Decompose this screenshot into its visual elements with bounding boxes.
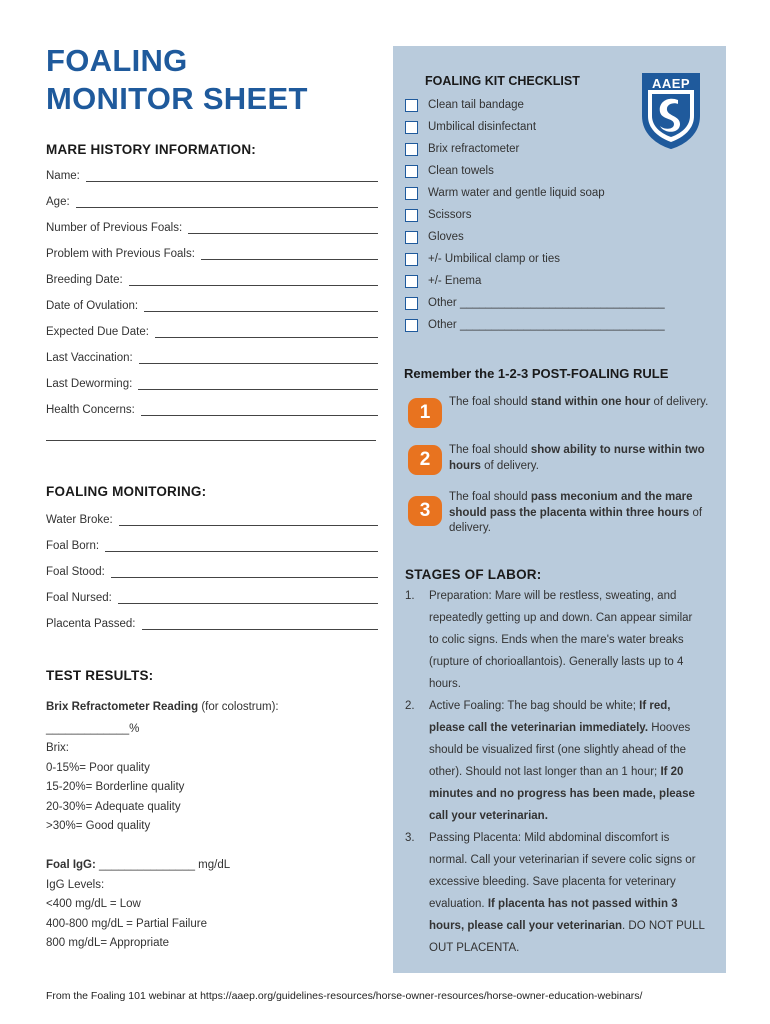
checklist-label: Other ________________________________ [428, 319, 665, 331]
checklist-item[interactable] [405, 314, 665, 336]
ovulation-date-field[interactable] [46, 296, 378, 312]
checklist-item[interactable] [405, 270, 665, 292]
checklist-label: Warm water and gentle liquid soap [428, 187, 605, 199]
checklist-label: Scissors [428, 209, 472, 221]
tests-heading: TEST RESULTS: [46, 668, 154, 683]
rule-text-3: The foal should pass meconium and the mare should pass the placenta within three hours of delivery. [449, 491, 703, 534]
brix-level: >30%= Good quality [46, 820, 151, 832]
checklist-label: Other ________________________________ [428, 297, 665, 309]
stages-heading: STAGES OF LABOR: [405, 567, 542, 582]
field-label: Age: [46, 196, 70, 208]
checklist-item[interactable] [405, 116, 665, 138]
vaccination-field[interactable] [46, 348, 378, 364]
checklist-item[interactable] [405, 182, 665, 204]
field-label: Expected Due Date: [46, 326, 149, 338]
water-broke-field[interactable] [46, 510, 378, 526]
brix-level: 15-20%= Borderline quality [46, 781, 185, 793]
checklist-label: Umbilical disinfectant [428, 121, 537, 133]
foal-stood-field[interactable] [46, 562, 378, 578]
checklist-item[interactable] [405, 226, 665, 248]
stage-item-2: 2. Active Foaling: The bag should be white; If red, please call the veterinarian immediately. Hooves should be visualized first (one slightly ahead of the other). Should not last longer than an 1 hour; If 20 minutes and no progress has been made, please call your veterinarian. [405, 700, 695, 822]
due-date-field[interactable] [46, 322, 378, 338]
checklist-label: +/- Enema [428, 275, 482, 287]
field-label: Water Broke: [46, 514, 113, 526]
brix-block [46, 698, 366, 837]
title-line-1: FOALING [46, 43, 188, 78]
monitoring-heading: FOALING MONITORING: [46, 484, 207, 499]
field-label: Problem with Previous Foals: [46, 248, 195, 260]
field-label: Foal Stood: [46, 566, 105, 578]
rule-number-1: 1 [408, 398, 442, 428]
igg-block [46, 856, 366, 954]
checklist-label: Gloves [428, 231, 464, 243]
checklist-item[interactable] [405, 204, 665, 226]
brix-level: 0-15%= Poor quality [46, 761, 150, 774]
igg-blank[interactable]: _______________ mg/dL [99, 859, 231, 871]
rule-text-1: The foal should stand within one hour of delivery. [449, 396, 709, 408]
field-label: Name: [46, 170, 80, 182]
page-title [46, 42, 308, 118]
checkbox[interactable] [405, 297, 418, 310]
checkbox[interactable] [405, 165, 418, 178]
igg-label: Foal IgG: [46, 859, 96, 871]
field-label: Health Concerns: [46, 404, 135, 416]
igg-level: <400 mg/dL = Low [46, 898, 141, 910]
foal-nursed-field[interactable] [46, 588, 378, 604]
breeding-date-field[interactable] [46, 270, 378, 286]
brix-level: 20-30%= Adequate quality [46, 800, 181, 813]
title-line-2: MONITOR SHEET [46, 81, 308, 116]
igg-level: 400-800 mg/dL = Partial Failure [46, 917, 207, 930]
brix-blank[interactable]: _____________% [46, 722, 140, 735]
field-label: Placenta Passed: [46, 618, 136, 630]
field-label: Foal Nursed: [46, 592, 112, 604]
igg-level: IgG Levels: [46, 878, 105, 891]
stage-item-1: 1. Preparation: Mare will be restless, sweating, and repeatedly getting up and down. Can appear similar to colic signs. Ends when the mare's water breaks (rupture of chorioallantois). Generally lasts up to 4 hours. [405, 590, 693, 690]
health-concerns-extra-line[interactable] [46, 426, 376, 441]
brix-level: Brix: [46, 742, 69, 754]
stages-list [405, 585, 705, 959]
checkbox[interactable] [405, 253, 418, 266]
checklist-item[interactable] [405, 94, 665, 116]
kit-heading: FOALING KIT CHECKLIST [425, 74, 580, 88]
field-label: Breeding Date: [46, 274, 123, 286]
checklist-label: Clean tail bandage [428, 99, 524, 111]
history-heading: MARE HISTORY INFORMATION: [46, 142, 256, 157]
logo-text: AAEP [651, 76, 691, 91]
checklist-item[interactable] [405, 138, 665, 160]
field-label: Number of Previous Foals: [46, 222, 183, 234]
checklist-item[interactable] [405, 248, 665, 270]
checkbox[interactable] [405, 99, 418, 112]
checkbox[interactable] [405, 187, 418, 200]
rule-text-2: The foal should show ability to nurse within two hours of delivery. [449, 444, 705, 472]
checkbox[interactable] [405, 275, 418, 288]
checklist-label: Brix refractometer [428, 143, 520, 155]
checklist-label: Clean towels [428, 165, 494, 177]
field-label: Date of Ovulation: [46, 300, 139, 312]
kit-checklist [405, 94, 665, 336]
field-label: Last Deworming: [46, 378, 133, 390]
stage-item-3: 3. Passing Placenta: Mild abdominal discomfort is normal. Call your veterinarian if severe colic signs or excessive bleeding. Save placenta for veterinary evaluation. If placenta has not passed within 3 hours, please call your veterinarian. DO NOT PULL OUT PLACENTA. [405, 832, 705, 954]
foal-born-field[interactable] [46, 536, 378, 552]
checkbox[interactable] [405, 121, 418, 134]
rule-heading: Remember the 1-2-3 POST-FOALING RULE [404, 366, 669, 381]
checkbox[interactable] [405, 143, 418, 156]
age-field[interactable] [46, 192, 378, 208]
previous-problems-field[interactable] [46, 244, 378, 260]
health-concerns-field[interactable] [46, 400, 378, 416]
monitoring-fields [46, 510, 378, 640]
deworming-field[interactable] [46, 374, 378, 390]
igg-level: 800 mg/dL= Appropriate [46, 937, 170, 949]
checkbox[interactable] [405, 319, 418, 332]
checklist-label: +/- Umbilical clamp or ties [428, 253, 560, 265]
brix-label: Brix Refractometer Reading [46, 701, 199, 713]
brix-note: (for colostrum): [201, 701, 279, 713]
checklist-item[interactable] [405, 292, 665, 314]
checklist-item[interactable] [405, 160, 665, 182]
checkbox[interactable] [405, 209, 418, 222]
previous-foals-field[interactable] [46, 218, 378, 234]
history-fields [46, 166, 378, 441]
rule-number-2: 2 [408, 445, 442, 475]
field-label: Last Vaccination: [46, 352, 133, 364]
field-label: Foal Born: [46, 540, 100, 552]
footer-source: From the Foaling 101 webinar at https://aaep.org/guidelines-resources/horse-owner-resources/horse-owner-education-webinars/ [46, 990, 643, 1002]
checkbox[interactable] [405, 231, 418, 244]
placenta-passed-field[interactable] [46, 614, 378, 630]
rule-number-3: 3 [408, 496, 442, 526]
name-field[interactable] [46, 166, 378, 182]
